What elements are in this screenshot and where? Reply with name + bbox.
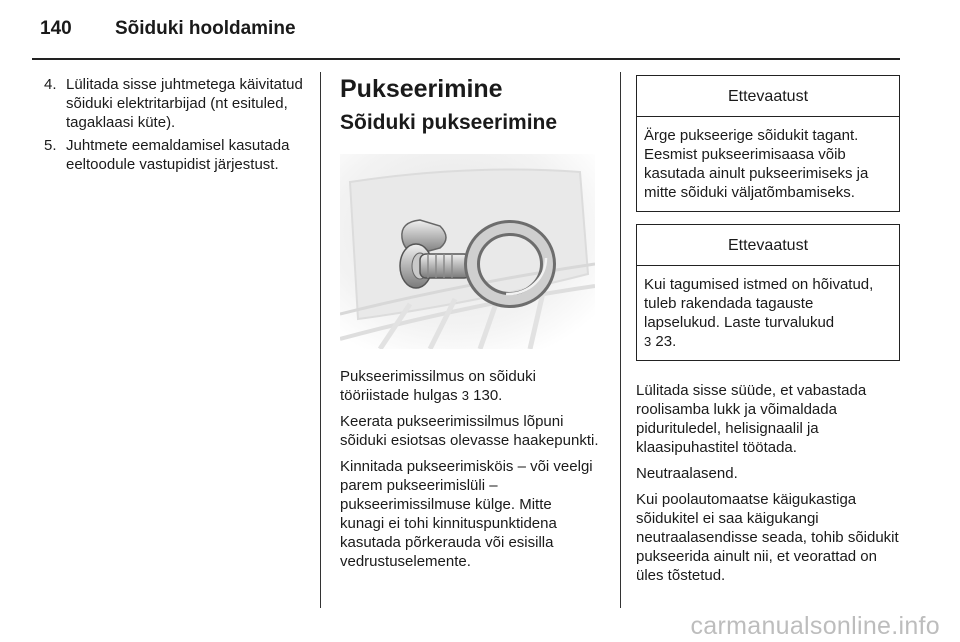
list-item — [44, 75, 310, 132]
paragraph: Neutraalasend. — [636, 465, 738, 482]
page-number: 140 — [40, 18, 72, 39]
caution-text: Ärge pukseerige sõidukit tagant. Eesmist pukseerimisaasa võib kasutada ainult pukseerimiseks ja mitte sõiduki väljatõmbamiseks. — [644, 127, 869, 201]
step-number: 4. — [44, 76, 57, 93]
column-left — [44, 75, 310, 178]
caution-title: Ettevaatust — [637, 225, 899, 266]
column-middle — [340, 74, 600, 578]
page-ref-icon: 3 — [461, 388, 469, 403]
step-number: 5. — [44, 137, 57, 154]
column-right — [636, 75, 900, 592]
paragraph: Lülitada sisse süüde, et vabastada roolisamba lukk ja võimaldada pidurituledel, helisignaalil ja klaasipuhastitel töötada. — [636, 382, 867, 456]
caution-text: Kui tagumised istmed on hõivatud, tuleb rakendada tagauste lapselukud. Laste turvalukud 3 23. — [644, 276, 874, 350]
page-ref-icon: 3 — [644, 334, 652, 349]
paragraph: Keerata pukseerimissilmus lõpuni sõiduki esiotsas olevasse haakepunkti. — [340, 413, 599, 449]
page-title: Sõiduki hooldamine — [115, 18, 296, 39]
paragraph: Kui poolautomaatse käigukastiga sõidukitel ei saa käigukangi neutraalasendisse seada, tohib sõidukit pukseerida ainult nii, et veorattad on üles tõstetud. — [636, 491, 899, 584]
section-heading: Pukseerimine — [340, 75, 503, 103]
caution-title: Ettevaatust — [637, 76, 899, 117]
column-divider-left — [320, 72, 321, 608]
header-divider — [32, 58, 900, 60]
list-item — [44, 136, 310, 174]
step-text: Lülitada sisse juhtmetega käivitatud sõiduki elektritarbijad (nt esituled, tagaklaasi küte). — [66, 76, 303, 131]
watermark: carmanualsonline.info — [690, 612, 940, 640]
caution-box — [636, 224, 900, 361]
paragraph: Kinnitada pukseerimisköis – või veelgi parem pukseerimislüli – pukseerimissilmuse külge. Mitte kunagi ei tohi kinnituspunktidena kasutada põrkerauda või esisilla vedrustuselemente. — [340, 458, 593, 570]
subsection-heading: Sõiduki pukseerimine — [340, 111, 558, 134]
paragraph: Pukseerimissilmus on sõiduki tööriistade hulgas 3 130. — [340, 368, 536, 404]
step-text: Juhtmete eemaldamisel kasutada eeltoodule vastupidist järjestust. — [66, 137, 290, 173]
caution-box — [636, 75, 900, 212]
page-header — [40, 18, 920, 58]
column-divider-right — [620, 72, 621, 608]
towing-eye-illustration — [340, 154, 595, 349]
